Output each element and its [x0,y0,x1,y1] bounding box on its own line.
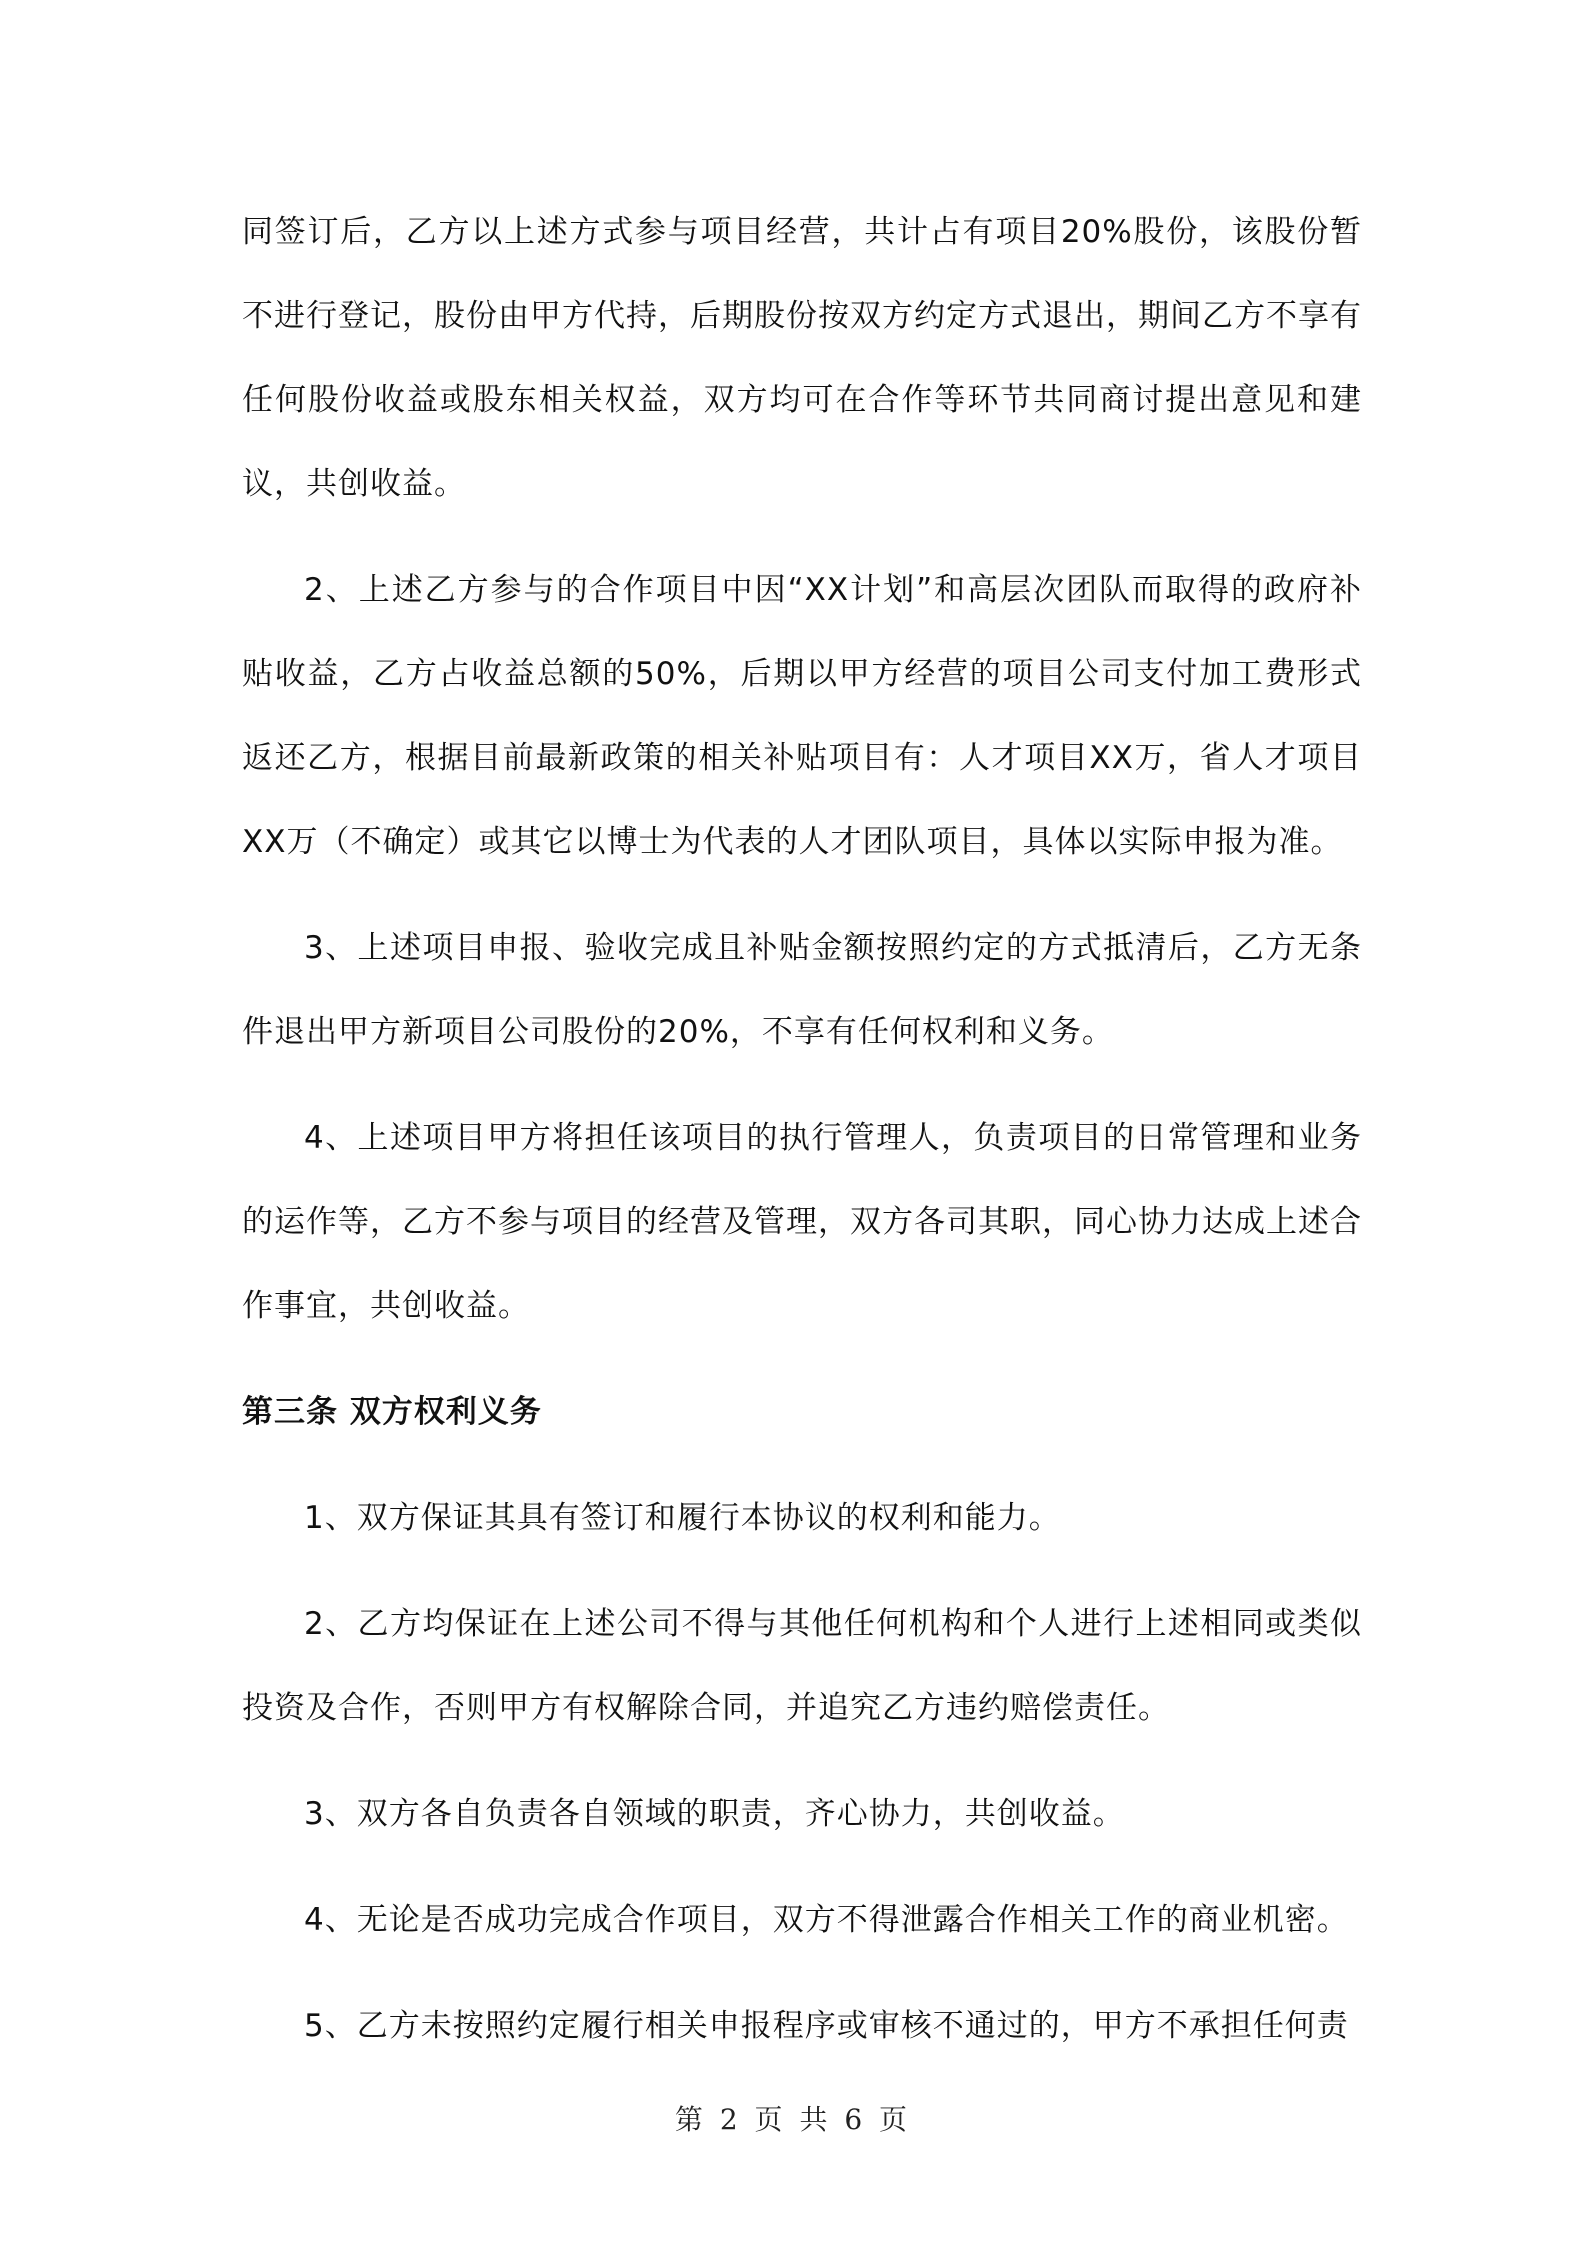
article3-item2: 2、乙方均保证在上述公司不得与其他任何机构和个人进行上述相同或类似投资及合作，否则甲方有权解除合同，并追究乙方违约赔偿责任。 [242,1606,1362,1726]
article3-heading: 第三条 双方权利义务 [242,1394,542,1430]
paragraph-article2-item4: 4、上述项目甲方将担任该项目的执行管理人，负责项目的日常管理和业务的运作等，乙方不参与项目的经营及管理，双方各司其职，同心协力达成上述合作事宜，共创收益。 [242,1120,1362,1324]
article3-item4: 4、无论是否成功完成合作项目，双方不得泄露合作相关工作的商业机密。 [304,1902,1349,1938]
paragraph-article2-item2: 2、上述乙方参与的合作项目中因“XX计划”和高层次团队而取得的政府补贴收益，乙方占收益总额的50%，后期以甲方经营的项目公司支付加工费形式返还乙方，根据目前最新政策的相关补贴项目有：人才项目XX万，省人才项目XX万（不确定）或其它以博士为代表的人才团队项目，具体以实际申报为准。 [242,572,1362,860]
page-number-footer: 第 2 页 共 6 页 [674,2103,912,2136]
paragraph-continuation: 同签订后，乙方以上述方式参与项目经营，共计占有项目20%股份，该股份暂不进行登记，股份由甲方代持，后期股份按双方约定方式退出，期间乙方不享有任何股份收益或股东相关权益，双方均可在合作等环节共同商讨提出意见和建议，共创收益。 [242,214,1362,502]
article3-item1: 1、双方保证其具有签订和履行本协议的权利和能力。 [304,1500,1061,1536]
paragraph-article2-item3: 3、上述项目申报、验收完成且补贴金额按照约定的方式抵清后，乙方无条件退出甲方新项目公司股份的20%，不享有任何权利和义务。 [242,930,1362,1050]
document-body [242,190,1362,2068]
article3-item3: 3、双方各自负责各自领域的职责，齐心协力，共创收益。 [304,1796,1125,1832]
article3-item5: 5、乙方未按照约定履行相关申报程序或审核不通过的，甲方不承担任何责 [304,2008,1349,2044]
